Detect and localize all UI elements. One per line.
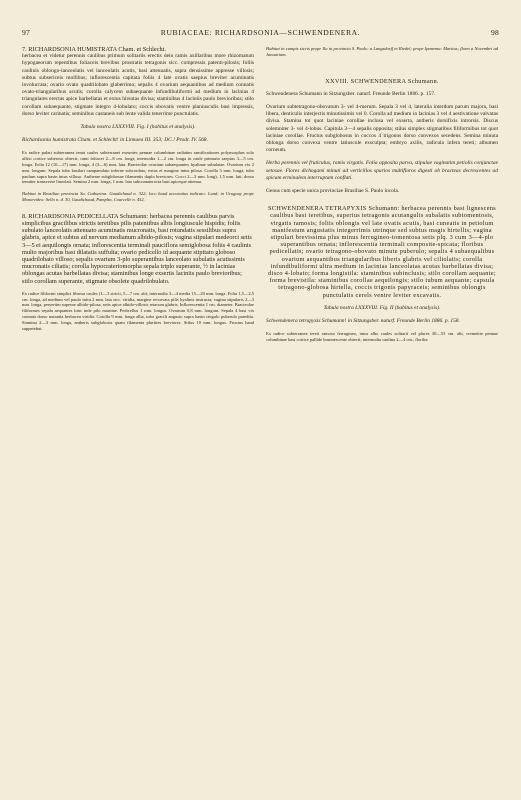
running-header bbox=[22, 28, 499, 40]
left-paragraph: Richardsonia humistrata Cham. et Schlecht! in Linnaea III. 353; DC.! Prodr. IV. 568. bbox=[22, 137, 208, 144]
right-paragraph: Schwendenera tetrapyxis Schumann! in Sitzungsber. naturf. Freunde Berlin 1886. p. 158. bbox=[266, 318, 460, 325]
right-spacer bbox=[266, 68, 498, 78]
left-paragraph: 8. RICHARDSONIA PEDICELLATA Schumann: herbacea perennis caulibus parvis simplicibus gracilibus strictis teretibus pilis patentibus albis longiuscule hispidis; foliis subulato lanceolatis attenuato acuminatis mucronatis, basi rotundatis sessilibus supra glabris, apice et subtus ad nervum medianum albido-pilosis; vagina stipulari medeorci setis 3—5 ei aequilongis ornata; inflorescentia terminali pauciflora semiglobosa foliis 4 caulinis multo majoribus basi dilatatis suffulta; ovario pedicello id aequante stipitato globoso quadrilobato villoso; sepalis ovarium 3-plo superantibus lanceolato subulatis acutissimis mucronatis ciliatis; corolla hypocrateriomorpha sepala triplo superante, ½ in lacinias oblongas acutas barbellatas divisa; staminibus longe exsertis laciniis paulo brevioribus; stilo corollam superante, stigmate obsolete quadrilobulato. bbox=[22, 212, 252, 285]
right-spacer bbox=[266, 195, 498, 205]
left-paragraph: Ex radice filiformi simplici fibrosa caules (1—3 stricti, 5—7 cm. alti; internodia 3—4 media 15—20 mm. longa. Folia 1,5—2,5 cm. longa, ad medium vel paulo infra 2 mm. lata sicc. viridia, margine recurvata pilis hyalinis instructa; vagina stipularis 2—3 mm. longa, persertim superne albido-pilosa, setis apice albido-villosis retacum glabris. Inflorescentia 1 cm. diameter. Bracteolae filiformes sepala aequantes hinc inde pilo munitae. Pedicellus 1 mm. longus. Ovarium 0,8 mm. longum. Sepala 4 basi vix connata dorso nutantia herbacea viridia. Corolla 9 mm. longa alba, tubo gracili angusto supra basin cingulo puberulo praedita. Stamina 2—3 mm. longa, antheris subglobosis quam filamenta plurities breviores. Stilus 10 mm. longus. Fructus haud suppetebat. bbox=[22, 290, 254, 331]
right-paragraph: XXVIII. SCHWENDENERA Schumann. bbox=[325, 77, 439, 85]
right-paragraph: Ovarium subtetragono-obovatum 3- vel 4-merum. Sepala 3 vel 4, lateralia interdum parum majora, basi libera, denticulis interjectis minutissimis vel 0. Corolla ad medium in lacinias 3 vel 4 aestivatione valvatas divisa. Stamina tot quot laciniae corollae inclusa vel exserta, antheris dorsifixis introrsis. Discus solemniter 3- vel 4-lobus. Capitula 3—4 sepalis opposita; stilus simplex stigmatibus filiformibus tot quot laciniae corollae. Fructus subglobosus in coccos 4 trigonos dorso convexos secedens. Semina minuta oblonga dorso convexa ventre latiuscule exsculpta; embryo axilis, radicula infera tereti; albumen corneum. bbox=[266, 104, 498, 154]
left-paragraph: 7. RICHARDSONIA HUMISTRATA Cham. et Schlecht. bbox=[22, 46, 166, 53]
left-spacer bbox=[22, 203, 254, 213]
right-spacer bbox=[266, 58, 498, 68]
right-paragraph: Ex radice subterranea tereti ramoso ferrugineo, intus albo caules solitarii vel plures 30—55 cm. alti, cremeitie pennae columbinae basi cortice pallide brunnescente obtecti; internodia caulina 2—4 cm., florilia bbox=[266, 331, 498, 343]
right-paragraph: SCHWENDENERA TETRAPYXIS Schumann: herbacea perennis basi lignescens caulibus basi teretibus, superius tetragonis acutangulis subalatis subtomentosis, virgatis ramosis; foliis oblongis vel late ovatis acutis, basi cuneatis in petiolum manifestum angustatis integerrimis utrinque sed subtus magis hirtellis; vagina stipulari brevissima plus minus ferrugineo-tomentosa setis plq. 3 cum 3—4-plo superantibus ornata; inflorescentia terminali composite-spicata; floribus pedicellatis; ovario tetragono-obovato minute puberulo; sepalis 4 subaequalibus ovarium aequantibus triangularibus liberis glabris vel ciliolatis; corolla infundibuliformi ultra medium in lacinias lanceolatas acutas barbellatas divisa; disco 4-lobato; forma longistila: staminibus subinclusis; stilo corollam aequante; forma brevistila: staminibus corollae aequilongis; stilo tubum aequante; capsula tetragono-globosa hirtella, coccis trigonis papyraceis; seminibus oblongis punctulatis cerels ventre leviter excavatis. bbox=[267, 205, 497, 299]
right-paragraph: Tabula nostra LXXXVIII. Fig. II (habitus et analysis). bbox=[323, 304, 441, 311]
right-paragraph: Habitat in campis siccis prope Ilu in provincia S. Paulo: a Langsdorff et Riedel; prope Ipanema: Martius; floret a Novembri ad Januarium. bbox=[266, 46, 498, 57]
left-column bbox=[22, 46, 254, 331]
page-number-right: 98 bbox=[491, 28, 499, 37]
left-paragraph: Habitat in Brasiliae provincia Sa. Catharina: Gaudichaud n. 322; loco haud accuratius indicato: Lund; in Uruguay prope Montevideo: Sello n. d. 30, Gaudichaud, Pamplin, Courcelle n. 452. bbox=[22, 191, 254, 203]
right-column bbox=[266, 46, 498, 343]
right-paragraph: Genus cum specie unica provinciae Brasiliae S. Paulo incola. bbox=[266, 188, 400, 195]
right-paragraph: Herba perennis vel fruticulus, ramis virgatis. Folia opposita parva, stipulae vaginatim petiolis conjunctae setosae. Flores dichogami minuti ad verticillos spurios multifloros digesti ob bracteas decrescentes ad spicam erminalem interruptam conflati. bbox=[266, 160, 498, 181]
left-paragraph: herbacea et videtur perennis caulibus primum solitariis erectis dein ramis axillaribus more rhizomatum hypogaeorum repentibus foliaceis brevibus prostratis tetragonis sicc. compressis patenti-pilosis; foliis caulinis oblongo-lanceolatis vel lanceolatis acutis, basi attenuatis, supra densissime appresse villosis; subtus subsericeis mollibus; inflorescentia capitata foliis 4 late ovatis saepius breviter acuminatis involucrata; ovario ovato quadrilobato glaberrimo; sepalis 4 ovarium aequantibus ad medium connatis ovato-triangularibus acutis; corolla calycem subaequante infundibuliformi ad medium in lacinias 4 triangulares erectas apice barbellatas et extus hirsutas divisa; staminibus 4 laciniis paulo brevioribus; stilo corollam subaequante, stigmate integro 4-lobulato; coccis obovatis ventre planiusculis basi impressis, dorso leviter carinatis; seminibus castaneis sub lente valida tenerrime punctulatis. bbox=[22, 53, 254, 117]
left-paragraph: Ex radice palari subterranea tenui caules subterranei exeuntes pennae columbinae radiatim ramificationes polymorphas solo affixi cortice suberoso obtecti; rami foliacei 2—8 cm. longi; internodia 1—2 cm. longa in caule primario saepius 3—5 cm. longa. Folia 12 (10—17) mm. longa, 4 (3—6) mm. lata. Bracteolae ovarium subaequantes hyalinae subulatae. Ovarium vix 2 mm. longum. Sepala tubo basilari campanulato inferne subcordato, extus et margine intus pilosa. Corolla 3 mm. longa, tubo paulum supra basin intus villoso. Antherae subglobosae filamentis duplo breviores. Cocci 2—3 mm. long), 1,5 mm. lati, dorso tenuiter transverse lineolati. Semina 2 mm. longa, 1 mm. lata subcomaterocta basi apiceque attenua. bbox=[22, 150, 254, 185]
page-number-left: 97 bbox=[22, 28, 30, 37]
running-title: RUBIACEAE: RICHARDSONIA—SCHWENDENERA. bbox=[160, 28, 361, 37]
left-paragraph: Tabula nostra LXXXVIII. Fig. I (habitus et analysis). bbox=[80, 124, 196, 131]
right-paragraph: Schwendenera Schumann in Sitzungsber. naturf. Freunde Berlin 1886. p. 157. bbox=[266, 90, 436, 97]
